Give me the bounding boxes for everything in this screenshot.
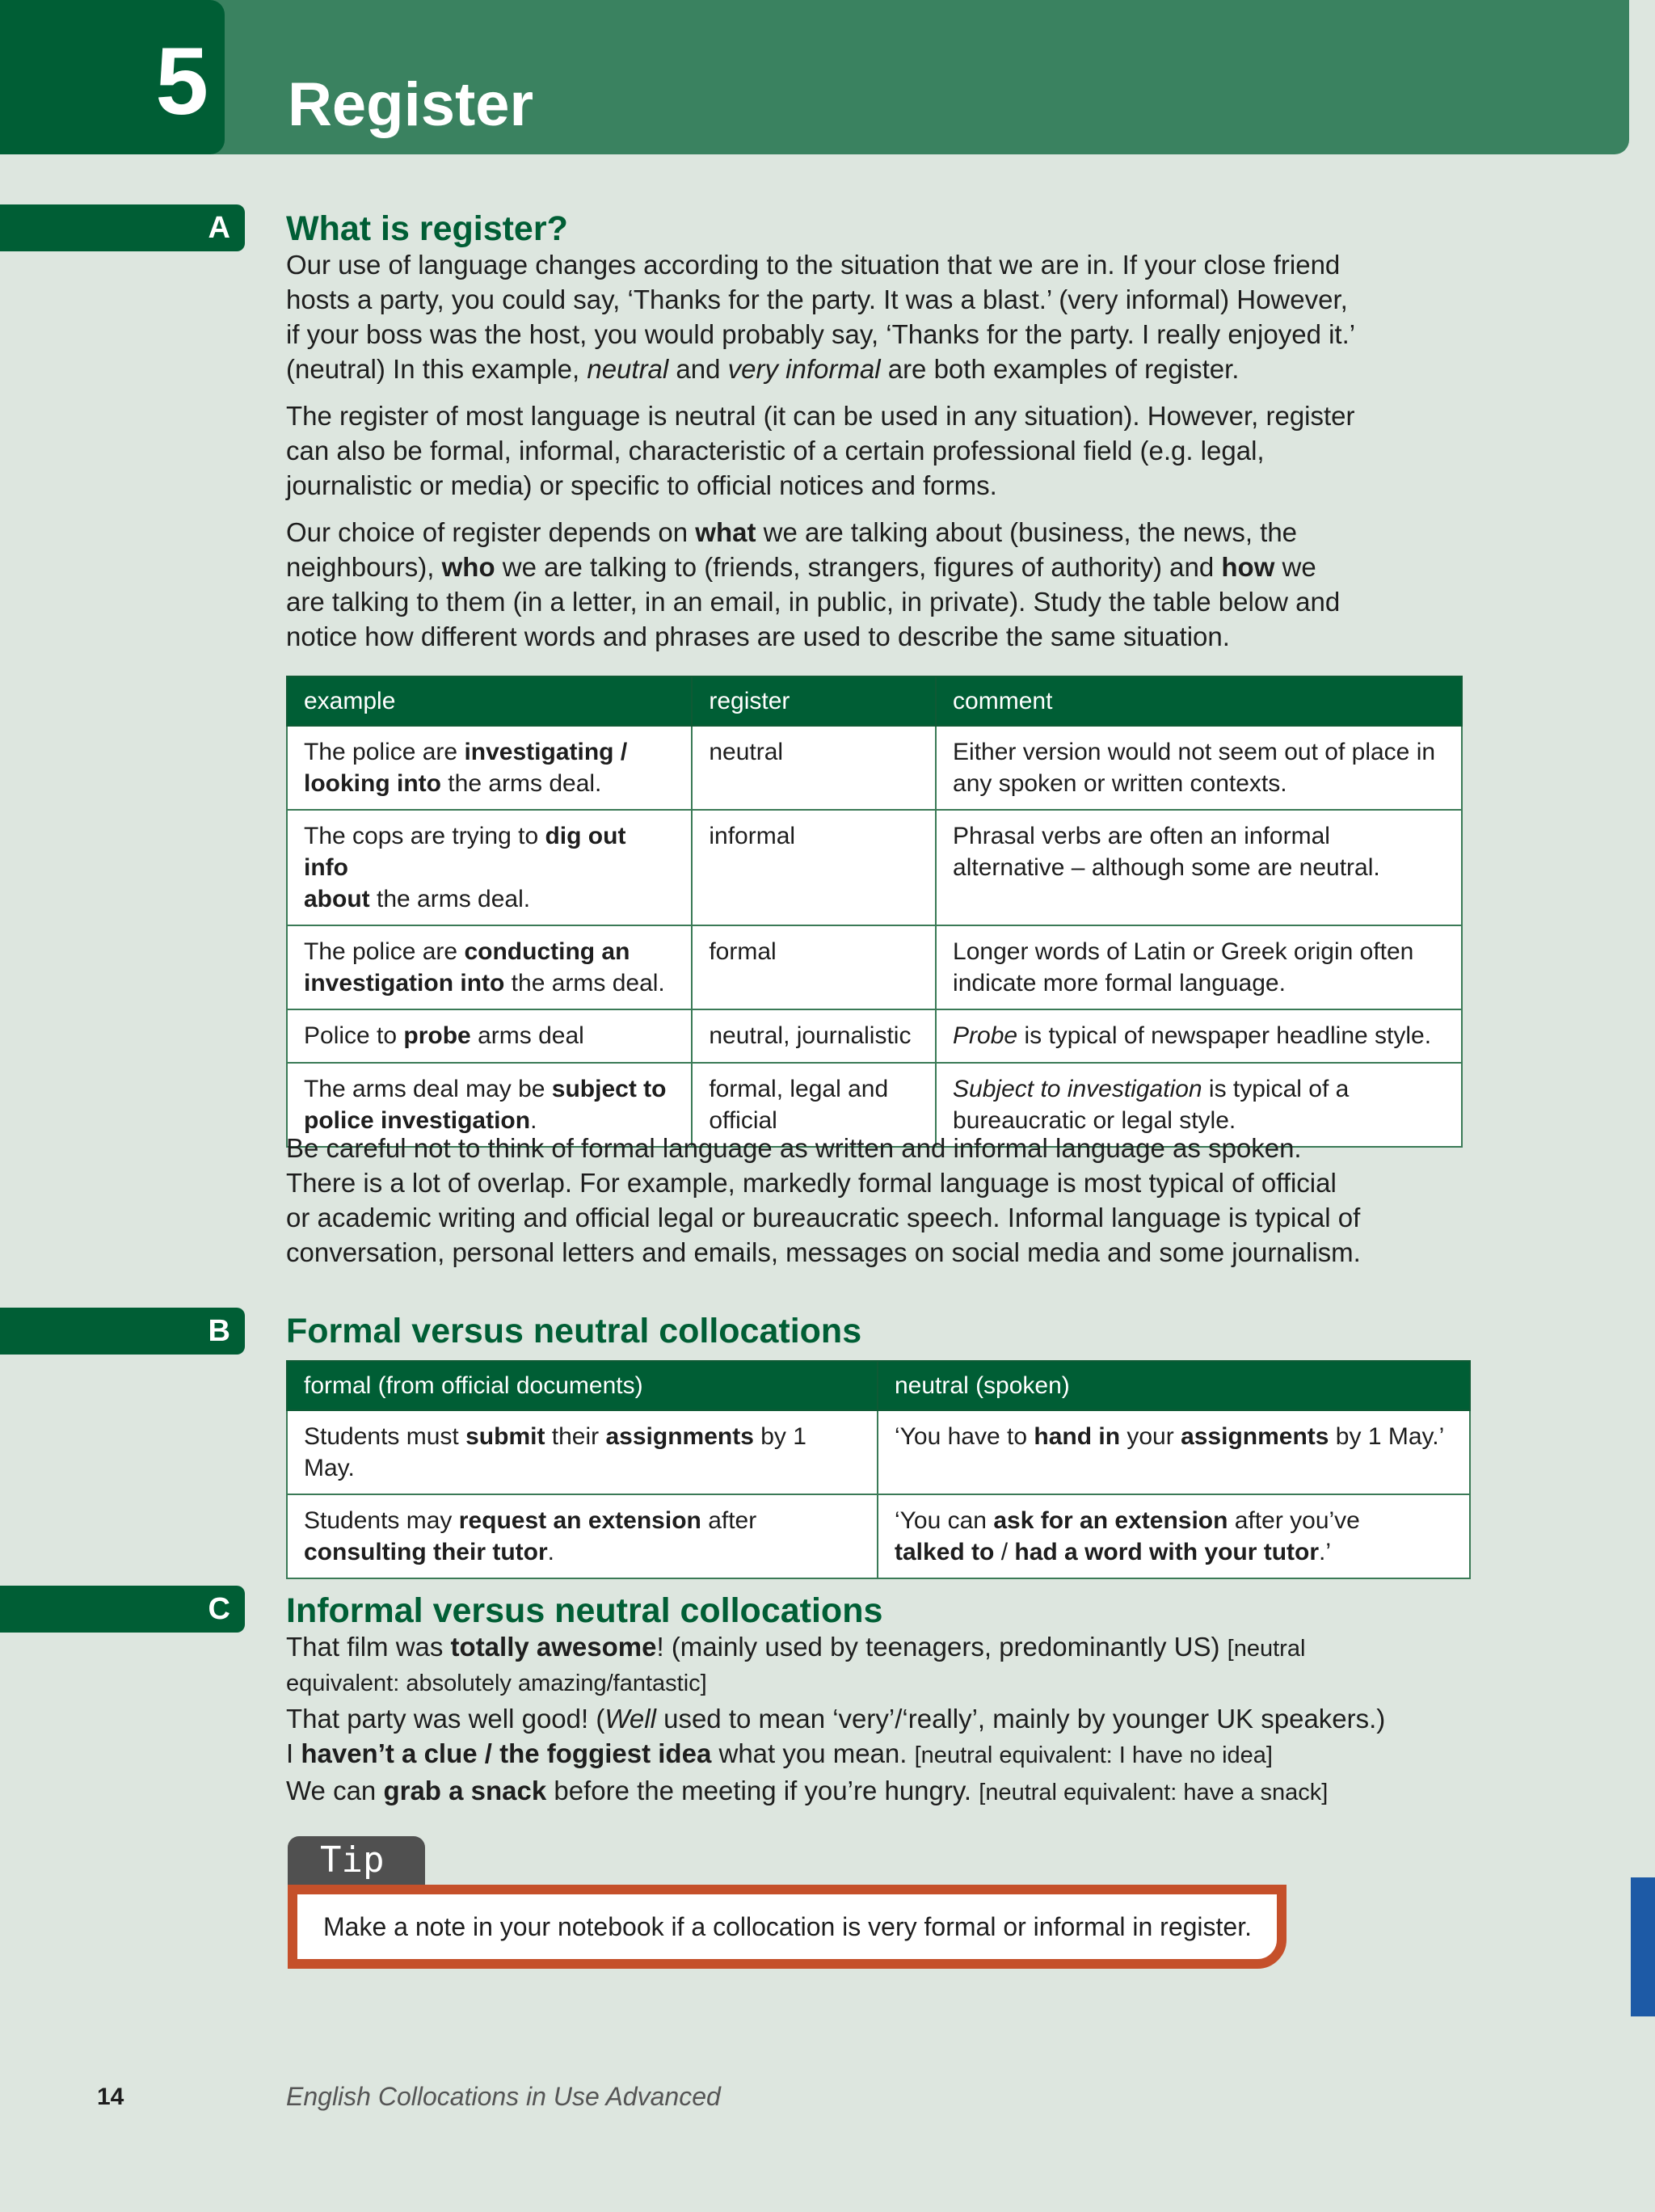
unit-number: 5 bbox=[155, 28, 208, 135]
example-cell: Police to probe arms deal bbox=[287, 1009, 692, 1063]
column-header-example: example bbox=[287, 676, 692, 726]
column-header-formal: formal (from official documents) bbox=[287, 1361, 878, 1410]
tip-text: Make a note in your notebook if a collocation is very formal or informal in register. bbox=[323, 1912, 1252, 1941]
section-c-letter: C bbox=[208, 1592, 230, 1626]
table-row bbox=[287, 1494, 1470, 1578]
section-a-heading: What is register? bbox=[286, 209, 568, 248]
tip-box bbox=[288, 1885, 1287, 1969]
column-header-neutral: neutral (spoken) bbox=[878, 1361, 1470, 1410]
example-line: equivalent: absolutely amazing/fantastic] bbox=[286, 1671, 707, 1696]
comment-cell: Longer words of Latin or Greek origin often indicate more formal language. bbox=[936, 925, 1462, 1009]
comment-cell: Phrasal verbs are often an informal alternative – although some are neutral. bbox=[936, 810, 1462, 925]
example-cell: The arms deal may be subject to police investigation. bbox=[287, 1063, 692, 1147]
section-c-tab bbox=[0, 1586, 245, 1633]
unit-title: Register bbox=[288, 70, 534, 139]
section-a-paragraph-4: Be careful not to think of formal language as written and informal language as spoken. There is a lot of overlap. For example, markedly formal language is most typical of official or academic writing and official legal or bureaucratic speech. Informal language is typical of conversation, personal letters and emails, messages on social media and some journalism. bbox=[286, 1133, 1361, 1267]
example-cell: The police are investigating / looking into the arms deal. bbox=[287, 726, 692, 810]
section-a-tab bbox=[0, 204, 245, 251]
table-row bbox=[287, 726, 1462, 810]
section-c-examples bbox=[286, 1629, 1498, 1810]
example-line: That party was well good! (Well used to mean ‘very’/‘really’, mainly by younger UK speakers.) bbox=[286, 1704, 1386, 1734]
example-cell: The police are conducting an investigation into the arms deal. bbox=[287, 925, 692, 1009]
table-row bbox=[287, 810, 1462, 925]
column-header-comment: comment bbox=[936, 676, 1462, 726]
formal-cell: Students must submit their assignments by 1 May. bbox=[287, 1410, 878, 1494]
register-cell: formal bbox=[692, 925, 936, 1009]
section-a-paragraph-3: Our choice of register depends on what we are talking about (business, the news, the neighbours), who we are talking to (friends, strangers, figures of authority) and how we are talking to them (in a letter, in an email, in public, in private). Study the table below and notice how different words and phrases are used to describe the same situation. bbox=[286, 517, 1341, 651]
unit-number-box bbox=[0, 0, 225, 154]
example-line: I haven’t a clue / the foggiest idea what you mean. [neutral equivalent: I have no idea] bbox=[286, 1738, 1273, 1768]
section-a-paragraph-2: The register of most language is neutral (it can be used in any situation). However, register can also be formal, informal, characteristic of a certain professional field (e.g. legal, journalistic or media) or specific to official notices and forms. bbox=[286, 401, 1355, 500]
table-row bbox=[287, 1009, 1462, 1063]
unit-header-bar bbox=[0, 0, 1629, 154]
neutral-cell: ‘You have to hand in your assignments by 1 May.’ bbox=[878, 1410, 1470, 1494]
comment-cell: Subject to investigation is typical of a bureaucratic or legal style. bbox=[936, 1063, 1462, 1147]
book-title: English Collocations in Use Advanced bbox=[286, 2082, 721, 2111]
section-a-paragraph-1: Our use of language changes according to the situation that we are in. If your close friend hosts a party, you could say, ‘Thanks for the party. It was a blast.’ (very informal) However, if your boss was the host, you would probably say, ‘Thanks for the party. I really enjoyed it.’ (neutral) In this example, neutral and very informal are both examples of register. bbox=[286, 250, 1356, 384]
side-thumb-tab bbox=[1631, 1877, 1655, 2016]
column-header-register: register bbox=[692, 676, 936, 726]
neutral-cell: ‘You can ask for an extension after you’ve talked to / had a word with your tutor.’ bbox=[878, 1494, 1470, 1578]
register-cell: neutral bbox=[692, 726, 936, 810]
formal-neutral-table-header bbox=[287, 1361, 1470, 1410]
table-row bbox=[287, 1410, 1470, 1494]
tip-label: Tip bbox=[288, 1836, 425, 1885]
formal-neutral-table bbox=[286, 1360, 1471, 1579]
register-table-header bbox=[287, 676, 1462, 726]
section-c-heading: Informal versus neutral collocations bbox=[286, 1591, 883, 1630]
section-b-heading: Formal versus neutral collocations bbox=[286, 1312, 862, 1350]
example-line: That film was totally awesome! (mainly used by teenagers, predominantly US) [neutral bbox=[286, 1632, 1306, 1662]
section-b-letter: B bbox=[208, 1314, 230, 1348]
register-cell: informal bbox=[692, 810, 936, 925]
example-cell: The cops are trying to dig out info about the arms deal. bbox=[287, 810, 692, 925]
comment-cell: Probe is typical of newspaper headline style. bbox=[936, 1009, 1462, 1063]
page-number: 14 bbox=[97, 2083, 124, 2110]
register-cell: neutral, journalistic bbox=[692, 1009, 936, 1063]
example-line: We can grab a snack before the meeting if you’re hungry. [neutral equivalent: have a snack] bbox=[286, 1776, 1329, 1805]
register-table bbox=[286, 676, 1463, 1148]
formal-cell: Students may request an extension after consulting their tutor. bbox=[287, 1494, 878, 1578]
table-row bbox=[287, 925, 1462, 1009]
register-cell: formal, legal and official bbox=[692, 1063, 936, 1147]
section-a-letter: A bbox=[208, 211, 230, 245]
comment-cell: Either version would not seem out of place in any spoken or written contexts. bbox=[936, 726, 1462, 810]
section-b-tab bbox=[0, 1308, 245, 1355]
